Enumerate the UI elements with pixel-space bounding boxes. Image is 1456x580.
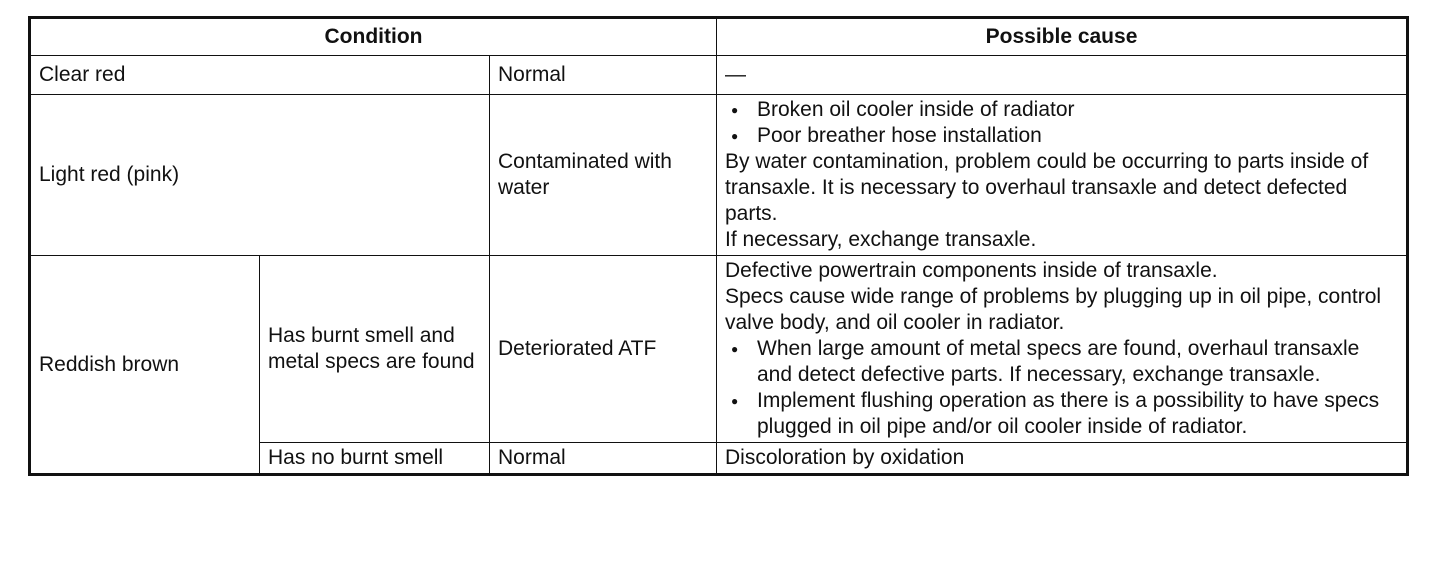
- cause-bullet: ● When large amount of metal specs are found, overhaul transaxle and detect defective parts. If necessary, exchange transaxle.: [725, 336, 1398, 388]
- cause-paragraph: By water contamination, problem could be occurring to parts inside of transaxle. It is necessary to overhaul transaxle and detect defected parts.: [725, 150, 1369, 225]
- cause-bullet-list: [725, 336, 1398, 440]
- table-row-reddish-brown-burnt: [30, 256, 1408, 443]
- cause-bullet: ● Poor breather hose installation: [725, 123, 1398, 149]
- table-row-clear-red: [30, 56, 1408, 95]
- possible-cause-cell: [717, 256, 1408, 443]
- atf-condition-table: [28, 16, 1409, 476]
- header-condition: Condition: [30, 18, 717, 56]
- condition-color-cell: Reddish brown: [30, 256, 260, 475]
- possible-cause-cell: —: [717, 56, 1408, 95]
- cause-paragraph: Defective powertrain components inside of transaxle.: [725, 259, 1218, 282]
- condition-smell-cell: Has no burnt smell: [260, 443, 490, 475]
- condition-state-cell: Normal: [490, 56, 717, 95]
- possible-cause-cell: [717, 95, 1408, 256]
- cause-bullet: ● Broken oil cooler inside of radiator: [725, 97, 1398, 123]
- condition-smell-cell: Has burnt smell and metal specs are found: [260, 256, 490, 443]
- condition-state-cell: Deteriorated ATF: [490, 256, 717, 443]
- condition-state-cell: Contaminated with water: [490, 95, 717, 256]
- header-row: [30, 18, 1408, 56]
- cause-paragraph: If necessary, exchange transaxle.: [725, 228, 1037, 251]
- table-row-light-red: [30, 95, 1408, 256]
- possible-cause-cell: Discoloration by oxidation: [717, 443, 1408, 475]
- cause-paragraph: Specs cause wide range of problems by plugging up in oil pipe, control valve body, and oil cooler in radiator.: [725, 285, 1382, 334]
- header-possible-cause: Possible cause: [717, 18, 1408, 56]
- condition-state-cell: Normal: [490, 443, 717, 475]
- condition-color-cell: Light red (pink): [30, 95, 490, 256]
- cause-bullet: ● Implement flushing operation as there is a possibility to have specs plugged in oil pipe and/or oil cooler inside of radiator.: [725, 388, 1398, 440]
- condition-color-cell: Clear red: [30, 56, 490, 95]
- cause-bullet-list: [725, 97, 1398, 149]
